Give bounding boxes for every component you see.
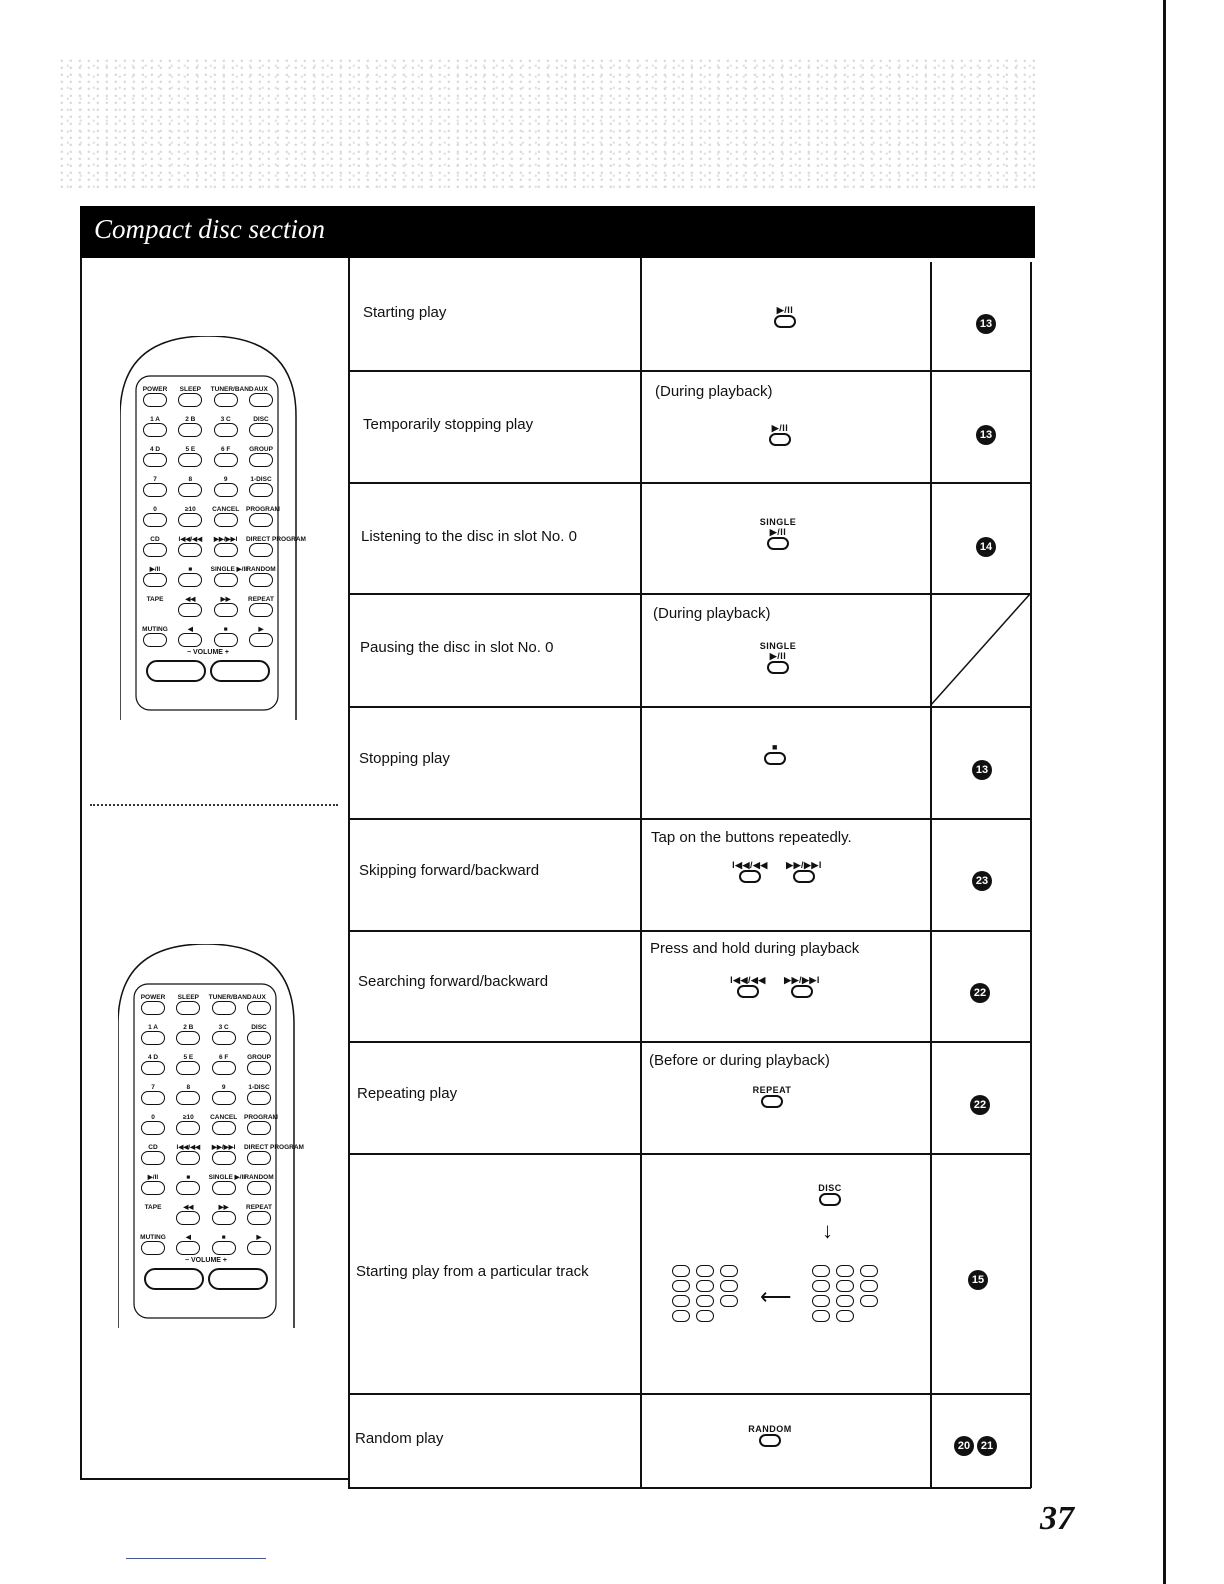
row-divider — [348, 593, 1031, 595]
ref-number: 15 — [968, 1270, 988, 1290]
page-reference — [968, 1270, 988, 1290]
condition-note: (Before or during playback) — [649, 1052, 830, 1069]
remote-button — [173, 1174, 203, 1195]
remote-button-label: DIRECT PROGRAM — [243, 1144, 304, 1151]
remote-button-label: ■ — [223, 626, 228, 633]
skip-forward-button — [776, 860, 832, 883]
operation-label: Listening to the disc in slot No. 0 — [361, 528, 577, 545]
keypad-button — [836, 1280, 854, 1292]
row-divider — [348, 1393, 1031, 1395]
remote-button — [246, 416, 276, 437]
remote-button — [138, 1174, 168, 1195]
remote-button — [246, 386, 276, 407]
keypad-button — [672, 1295, 690, 1307]
remote-button — [246, 626, 276, 647]
remote-button-label: ▶▶/▶▶I — [213, 536, 238, 543]
remote-button-label: 1 A — [150, 416, 160, 423]
operation-label: Temporarily stopping play — [363, 416, 534, 433]
section-title: Compact disc section — [94, 214, 325, 244]
remote-button-label: ▶ — [256, 1234, 262, 1241]
remote-button — [209, 1204, 239, 1225]
table-col-divider — [930, 262, 932, 1488]
remote-button — [211, 596, 241, 617]
remote-button — [175, 416, 205, 437]
keypad-button — [836, 1310, 854, 1322]
remote-button — [245, 536, 306, 557]
remote-button — [173, 1204, 203, 1225]
remote-button-label: DIRECT PROGRAM — [245, 536, 306, 543]
remote-button-label: TAPE — [146, 596, 164, 603]
page-reference — [976, 314, 996, 334]
remote-button — [138, 1114, 168, 1135]
remote-button — [175, 506, 205, 527]
remote-button — [140, 626, 170, 647]
remote-button — [246, 566, 276, 587]
remote-button-label: I◀◀/◀◀ — [176, 1144, 201, 1151]
remote-button — [138, 1234, 168, 1255]
remote-button-label: 8 — [186, 1084, 191, 1091]
remote-button — [138, 1054, 168, 1075]
remote-button — [175, 386, 205, 407]
remote-button — [244, 1204, 274, 1225]
ref-number: 23 — [972, 871, 992, 891]
condition-note: Press and hold during playback — [650, 940, 860, 957]
remote-button — [138, 1084, 168, 1105]
remote-button-label: 3 C — [218, 1024, 229, 1031]
remote-button — [173, 1114, 203, 1135]
remote-button-label: REPEAT — [246, 1204, 272, 1211]
button-label: ▶/II — [776, 305, 794, 315]
skip-back-button — [722, 860, 778, 883]
random-button — [740, 1424, 800, 1447]
remote-button-label: DISC — [251, 1024, 267, 1031]
remote-button-label: ▶▶ — [220, 596, 231, 603]
remote-button — [211, 446, 241, 467]
page-reference — [970, 1095, 990, 1115]
remote-button-label: ◀◀ — [183, 1204, 194, 1211]
footer-rule — [126, 1558, 266, 1559]
remote-button-label: 9 — [221, 1084, 226, 1091]
remote-button-label: ▶/II — [149, 566, 161, 573]
remote-button — [244, 1174, 274, 1195]
table-col-divider — [348, 258, 350, 1488]
keypad-button — [860, 1280, 878, 1292]
remote-button-label: 1-DISC — [248, 1084, 270, 1091]
remote-button-label: ■ — [221, 1234, 226, 1241]
remote-button-label: 7 — [151, 1084, 155, 1091]
remote-button-label: CD — [150, 536, 160, 543]
play-pause-button — [760, 305, 810, 328]
keypad-button — [696, 1265, 714, 1277]
keypad-button — [812, 1295, 830, 1307]
remote-button — [244, 1084, 274, 1105]
row-divider — [348, 370, 1031, 372]
remote-button — [138, 994, 168, 1015]
remote-button — [211, 506, 241, 527]
disc-button — [805, 1183, 855, 1206]
remote-button — [208, 994, 252, 1015]
remote-button — [209, 1234, 239, 1255]
keypad-button — [696, 1295, 714, 1307]
keypad-button — [720, 1265, 738, 1277]
remote-button-label: ≥10 — [182, 1114, 194, 1121]
remote-button — [209, 1024, 239, 1045]
button-label: ▶▶/▶▶I — [784, 975, 820, 985]
remote-button — [211, 536, 241, 557]
remote-button — [173, 1084, 203, 1105]
remote-button — [244, 1024, 274, 1045]
remote-button-label: TAPE — [144, 1204, 162, 1211]
remote-button-label: 4 D — [147, 1054, 159, 1061]
keypad-button — [812, 1265, 830, 1277]
table-border-bottom — [348, 1487, 1031, 1489]
remote-button-label: MUTING — [142, 626, 168, 633]
remote-button-label: PROGRAM — [243, 1114, 278, 1121]
page-edge-rule — [1163, 0, 1166, 1584]
remote-button-label: RANDOM — [244, 1174, 274, 1181]
operation-label: Random play — [355, 1430, 444, 1447]
remote-button — [211, 626, 241, 647]
table-border-left — [80, 258, 82, 1480]
remote-button — [208, 1174, 246, 1195]
remote-button — [138, 1024, 168, 1045]
remote-button — [140, 596, 170, 617]
condition-note: (During playback) — [655, 383, 773, 400]
remote-button — [246, 476, 276, 497]
remote-button — [140, 446, 170, 467]
remote-button-label: 7 — [153, 476, 157, 483]
remote-button-label: 2 B — [185, 416, 196, 423]
keypad-button — [672, 1265, 690, 1277]
remote-button-label: SINGLE ▶/II — [208, 1174, 246, 1181]
page-reference — [970, 983, 990, 1003]
remote-button — [243, 1114, 278, 1135]
ref-number: 22 — [970, 1095, 990, 1115]
remote-button-label: DISC — [253, 416, 269, 423]
row-divider — [348, 1041, 1031, 1043]
ref-number: 13 — [972, 760, 992, 780]
remote-button-label: I◀◀/◀◀ — [178, 536, 203, 543]
remote-button — [244, 1234, 274, 1255]
section-header — [80, 206, 1035, 258]
remote-button — [173, 994, 203, 1015]
page-reference — [972, 760, 992, 780]
condition-note: Tap on the buttons repeatedly. — [651, 829, 852, 846]
remote-button-label: ◀ — [185, 1234, 191, 1241]
remote-button-label: POWER — [142, 386, 168, 393]
remote-button-label: ▶/II — [147, 1174, 159, 1181]
button-label: DISC — [818, 1183, 842, 1193]
button-label: I◀◀/◀◀ — [732, 860, 768, 870]
remote-button — [211, 416, 241, 437]
remote-button — [244, 994, 274, 1015]
row-divider — [348, 1153, 1031, 1155]
remote-button-label: ▶▶/▶▶I — [211, 1144, 236, 1151]
keypad-button — [812, 1310, 830, 1322]
operation-label: Stopping play — [359, 750, 450, 767]
button-label: ▶▶/▶▶I — [786, 860, 822, 870]
remote-button — [138, 1144, 168, 1165]
arrow-left-icon: ⟵ — [760, 1284, 792, 1309]
operation-label: Starting play — [363, 304, 447, 321]
remote-button — [209, 1054, 239, 1075]
remote-button-label: 9 — [223, 476, 228, 483]
remote-button-label: MUTING — [140, 1234, 166, 1241]
remote-button-label: 4 D — [149, 446, 161, 453]
button-label: REPEAT — [752, 1085, 792, 1095]
keypad-button — [720, 1280, 738, 1292]
remote-button — [140, 386, 170, 407]
remote-button-label: 1 A — [148, 1024, 158, 1031]
remote-button-label: ▶▶ — [218, 1204, 229, 1211]
remote-button-label: GROUP — [247, 1054, 271, 1061]
remote-button-label: PROGRAM — [245, 506, 280, 513]
remote-button-label: CD — [148, 1144, 158, 1151]
remote-button-label: SLEEP — [177, 994, 199, 1001]
remote-button — [140, 536, 170, 557]
remote-button-label: POWER — [140, 994, 166, 1001]
stop-button — [750, 742, 800, 765]
table-border-bottom — [80, 1478, 350, 1480]
remote-button-label: TUNER/BAND — [208, 994, 252, 1001]
remote-button-label: CANCEL — [212, 506, 240, 513]
remote-button-label: ≥10 — [184, 506, 196, 513]
remote-button-label: 3 C — [220, 416, 231, 423]
remote-button — [173, 1054, 203, 1075]
not-applicable-cell — [930, 594, 1031, 707]
page-number: 37 — [1040, 1500, 1074, 1537]
keypad-button — [696, 1310, 714, 1322]
remote-button — [209, 1084, 239, 1105]
remote-button — [210, 386, 254, 407]
remote-button — [209, 1144, 239, 1165]
remote-button — [175, 626, 205, 647]
remote-illustration: POWER SLEEP TUNER/BAND AUX 1 A 2 B 3 C DISC 4 D 5 E 6 F GROUP 7 8 9 1-DISC 0 ≥10 CANCEL PROGRAM CD I◀◀/◀◀ ▶▶/▶▶I DIRECT PROGRAM ▶/II ■ SINGLE ▶/II RANDOM TAPE ◀◀ ▶▶ REPEAT MUTING ◀ ■ ▶ − VOLUME + — [118, 944, 278, 1328]
remote-button — [173, 1024, 203, 1045]
number-keypad — [812, 1265, 880, 1322]
button-label: SINGLE ▶/II — [759, 517, 797, 537]
page-reference — [976, 425, 996, 445]
row-divider — [348, 482, 1031, 484]
remote-button — [175, 446, 205, 467]
operation-label: Repeating play — [357, 1085, 458, 1102]
ref-number: 20 — [954, 1436, 974, 1456]
condition-note: (During playback) — [653, 605, 771, 622]
play-pause-button — [755, 423, 805, 446]
remote-button — [140, 566, 170, 587]
repeat-button — [742, 1085, 802, 1108]
remote-button-label: AUX — [254, 386, 268, 393]
ref-number: 14 — [976, 537, 996, 557]
remote-button — [210, 566, 248, 587]
remote-button-label: SINGLE ▶/II — [210, 566, 248, 573]
search-back-button — [720, 975, 776, 998]
remote-button — [244, 1054, 274, 1075]
remote-button-label: 5 E — [185, 446, 196, 453]
remote-button — [140, 476, 170, 497]
button-label: I◀◀/◀◀ — [730, 975, 766, 985]
page-reference — [976, 537, 996, 557]
remote-button-label: 6 F — [220, 446, 231, 453]
table-col-divider — [640, 258, 642, 1488]
remote-button — [173, 1144, 203, 1165]
arrow-down-icon: ↓ — [822, 1218, 833, 1243]
remote-button-label: 6 F — [218, 1054, 229, 1061]
remote-button-label: 5 E — [183, 1054, 194, 1061]
remote-button-label: RANDOM — [246, 566, 276, 573]
remote-button — [140, 506, 170, 527]
keypad-button — [672, 1310, 690, 1322]
remote-button-label: ■ — [186, 1174, 191, 1181]
row-divider — [348, 930, 1031, 932]
remote-button — [211, 476, 241, 497]
remote-button-label: TUNER/BAND — [210, 386, 254, 393]
dotted-separator — [90, 804, 338, 806]
page-reference — [972, 871, 992, 891]
remote-illustration: POWER SLEEP TUNER/BAND AUX 1 A 2 B 3 C DISC 4 D 5 E 6 F GROUP 7 8 9 1-DISC 0 ≥10 CANCEL PROGRAM CD I◀◀/◀◀ ▶▶/▶▶I DIRECT PROGRAM ▶/II ■ SINGLE ▶/II RANDOM TAPE ◀◀ ▶▶ REPEAT MUTING ◀ ■ ▶ − VOLUME + — [120, 336, 280, 720]
remote-button-label: ■ — [188, 566, 193, 573]
remote-button-label: 8 — [188, 476, 193, 483]
remote-button-label: ◀ — [187, 626, 193, 633]
search-forward-button — [774, 975, 830, 998]
remote-button-label: GROUP — [249, 446, 273, 453]
operation-label: Searching forward/backward — [358, 973, 549, 990]
operation-label: Pausing the disc in slot No. 0 — [360, 639, 554, 656]
button-label: SINGLE ▶/II — [759, 641, 797, 661]
page-reference — [954, 1436, 997, 1456]
remote-button — [173, 1234, 203, 1255]
remote-button-label: CANCEL — [210, 1114, 238, 1121]
keypad-button — [672, 1280, 690, 1292]
remote-button — [175, 536, 205, 557]
remote-button-label: 1-DISC — [250, 476, 272, 483]
number-keypad — [672, 1265, 740, 1322]
operation-label: Starting play from a particular track — [356, 1263, 589, 1280]
ref-number: 13 — [976, 425, 996, 445]
remote-button-label: 0 — [153, 506, 157, 513]
remote-button-label: ▶ — [258, 626, 264, 633]
remote-button — [209, 1114, 239, 1135]
operation-label: Skipping forward/backward — [359, 862, 540, 879]
keypad-button — [860, 1265, 878, 1277]
ref-number: 13 — [976, 314, 996, 334]
remote-button — [175, 476, 205, 497]
keypad-button — [836, 1295, 854, 1307]
remote-button-label: SLEEP — [179, 386, 201, 393]
row-divider — [348, 706, 1031, 708]
single-play-pause-button — [750, 517, 806, 550]
remote-button-label: AUX — [252, 994, 266, 1001]
ref-number: 21 — [977, 1436, 997, 1456]
remote-button — [246, 596, 276, 617]
keypad-button — [860, 1295, 878, 1307]
keypad-button — [836, 1265, 854, 1277]
keypad-button — [696, 1280, 714, 1292]
remote-button-label: 2 B — [183, 1024, 194, 1031]
remote-button-label: REPEAT — [248, 596, 274, 603]
table-border-right — [1030, 262, 1032, 1488]
remote-button — [138, 1204, 168, 1225]
keypad-button — [812, 1280, 830, 1292]
remote-button — [175, 566, 205, 587]
remote-button-label: ◀◀ — [185, 596, 196, 603]
remote-button — [175, 596, 205, 617]
single-play-pause-button — [750, 641, 806, 674]
remote-button — [140, 416, 170, 437]
remote-button — [243, 1144, 304, 1165]
button-label: RANDOM — [748, 1424, 792, 1434]
remote-button — [245, 506, 280, 527]
remote-button — [246, 446, 276, 467]
keypad-button — [720, 1295, 738, 1307]
ref-number: 22 — [970, 983, 990, 1003]
scan-noise — [60, 58, 1040, 188]
row-divider — [348, 818, 1031, 820]
button-label: ▶/II — [771, 423, 789, 433]
button-label: ■ — [772, 742, 778, 752]
remote-button-label: 0 — [151, 1114, 155, 1121]
